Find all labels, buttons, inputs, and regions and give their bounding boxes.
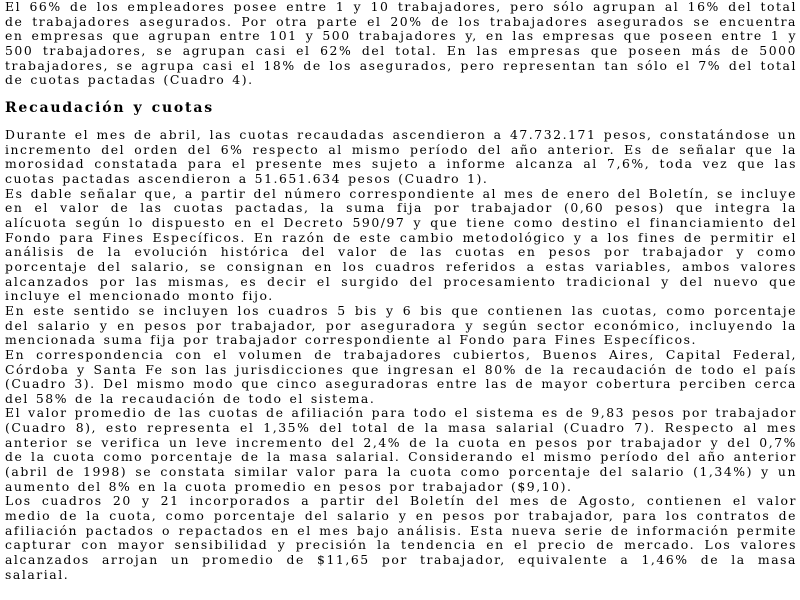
section-heading: Recaudación y cuotas: [5, 100, 214, 116]
section-body: [5, 128, 797, 582]
paragraph-valor-promedio: El valor promedio de las cuotas de afiliación para todo el sistema es de 9,83 pesos por trabajador (Cuadro 8), esto representa el 1,35% del total de la masa salarial (Cuadro 7). Respecto al mes anterior se verifica un leve incremento del 2,4% de la cuota en pesos por trabajador y del 0,7% de la cuota como porcentaje de la masa salarial. Considerando el mismo período del año anterior (abril de 1998) se constata similar valor para la cuota como porcentaje del salario (1,34%) y un aumento del 8% en la cuota promedio en pesos por trabajador ($9,10).: [5, 405, 797, 494]
paragraph-recaudacion-abril: Durante el mes de abril, las cuotas recaudadas ascendieron a 47.732.171 pesos, constatándose un incremento del orden del 6% respecto al mismo período del año anterior. Es de señalar que la morosidad constatada para el presente mes sujeto a informe alcanza al 7,6%, toda vez que las cuotas pactadas ascendieron a 51.651.634 pesos (Cuadro 1).: [5, 127, 797, 186]
paragraph-cambio-metodologico: Es dable señalar que, a partir del número correspondiente al mes de enero del Boletín, se incluye en el valor de las cuotas pactadas, la suma fija por trabajador (0,60 pesos) que integra la alícuota según lo dispuesto en el Decreto 590/97 y que tiene como destino el financiamiento del Fondo para Fines Específicos. En razón de este cambio metodológico y a los fines de permitir el análisis de la evolución histórica del valor de las cuotas en pesos por trabajador y como porcentaje del salario, se consignan en los cuadros referidos a estas variables, ambos valores alcanzados por las mismas, es decir el surgido del procesamiento tradicional y del nuevo que incluye el mencionado monto fijo.: [5, 185, 797, 304]
paragraph-jurisdicciones: En correspondencia con el volumen de trabajadores cubiertos, Buenos Aires, Capital Federal, Córdoba y Santa Fe son las jurisdicciones que ingresan el 80% de la recaudación de todo el país (Cuadro 3). Del mismo modo que cinco aseguradoras entre las de mayor cobertura perciben cerca del 58% de la recaudación de todo el sistema.: [5, 346, 797, 406]
paragraph-cuadros-bis: En este sentido se incluyen los cuadros 5 bis y 6 bis que contienen las cuotas, como porcentaje del salario y en pesos por trabajador, por aseguradora y según sector económico, incluyendo la mencionada suma fija por trabajador correspondiente al Fondo para Fines Específicos.: [5, 302, 797, 348]
section-heading-block: [5, 88, 797, 128]
document-page: [5, 0, 797, 582]
intro-block: [5, 0, 797, 88]
paragraph-cuadros-20-21: Los cuadros 20 y 21 incorporados a partir del Boletín del mes de Agosto, contienen el valor medio de la cuota, como porcentaje del salario y en pesos por trabajador, para los contratos de afiliación pactados o repactados en el mes bajo análisis. Esta nueva serie de información permite capturar con mayor sensibilidad y precisión la tendencia en el precio de mercado. Los valores alcanzados arrojan un promedio de $11,65 por trabajador, equivalente a 1,46% de la masa salarial.: [5, 493, 797, 582]
intro-paragraph: El 66% de los empleadores posee entre 1 y 10 trabajadores, pero sólo agrupan al 16% del total de trabajadores asegurados. Por otra parte el 20% de los trabajadores asegurados se encuentra en empresas que agrupan entre 101 y 500 trabajadores y, en las empresas que poseen entre 1 y 500 trabajadores, se agrupan casi el 62% del total. En las empresas que poseen más de 5000 trabajadores, se agrupa casi el 18% de los asegurados, pero representan tan sólo el 7% del total de cuotas pactadas (Cuadro 4).: [5, 0, 797, 88]
